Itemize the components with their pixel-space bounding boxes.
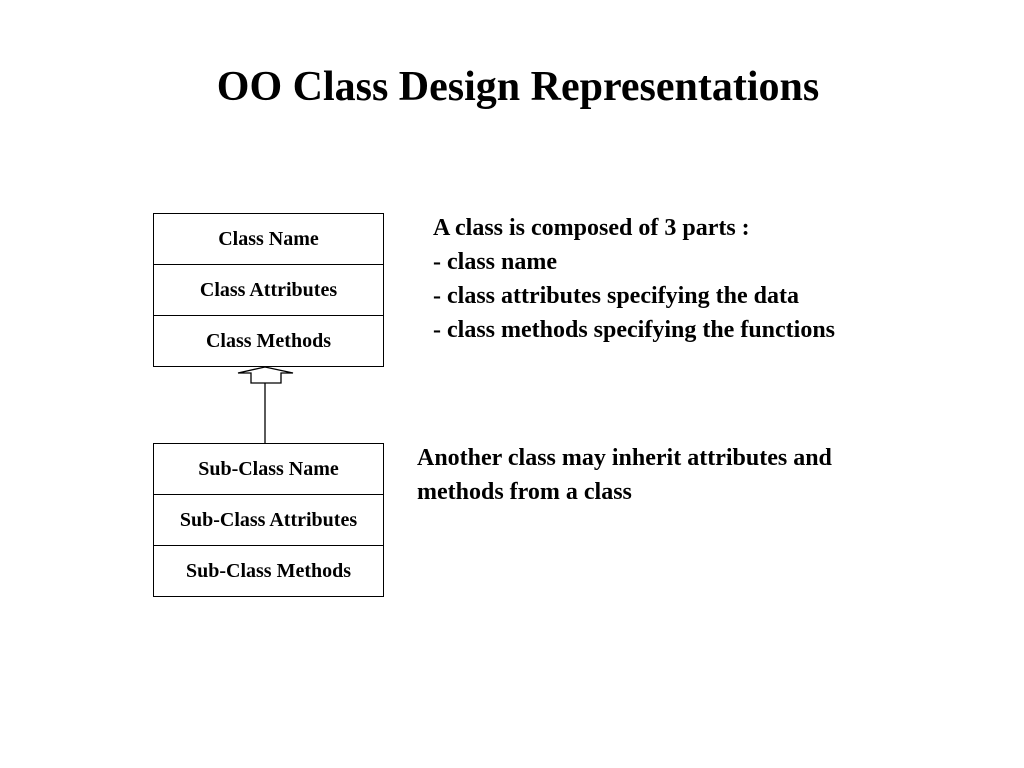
inheritance-line-text: Another class may inherit attributes and bbox=[417, 445, 832, 471]
subclass-box bbox=[153, 443, 384, 597]
class-methods-compartment: Class Methods bbox=[205, 329, 331, 352]
class-name-compartment: Class Name bbox=[154, 214, 383, 265]
class-attributes-compartment: Class Attributes bbox=[154, 265, 383, 316]
subclass-attributes-compartment: Sub-Class Attributes bbox=[154, 495, 383, 546]
class-parts-description bbox=[433, 211, 835, 347]
inheritance-arrow bbox=[235, 364, 299, 444]
inheritance-description bbox=[417, 441, 832, 509]
slide-title: OO Class Design Representations bbox=[216, 64, 820, 110]
subclass-methods-compartment: Sub-Class Methods bbox=[185, 559, 352, 582]
class-box bbox=[153, 213, 384, 367]
inheritance-line-text: methods from a class bbox=[417, 479, 632, 505]
class-parts-line: - class methods specifying the functions bbox=[433, 317, 836, 343]
inheritance-arrowhead bbox=[238, 367, 293, 383]
class-parts-line: - class name bbox=[433, 249, 557, 275]
subclass-name-compartment: Sub-Class Name bbox=[154, 444, 383, 495]
class-parts-line: - class attributes specifying the data bbox=[433, 283, 799, 309]
class-parts-line: A class is composed of 3 parts : bbox=[433, 215, 750, 241]
